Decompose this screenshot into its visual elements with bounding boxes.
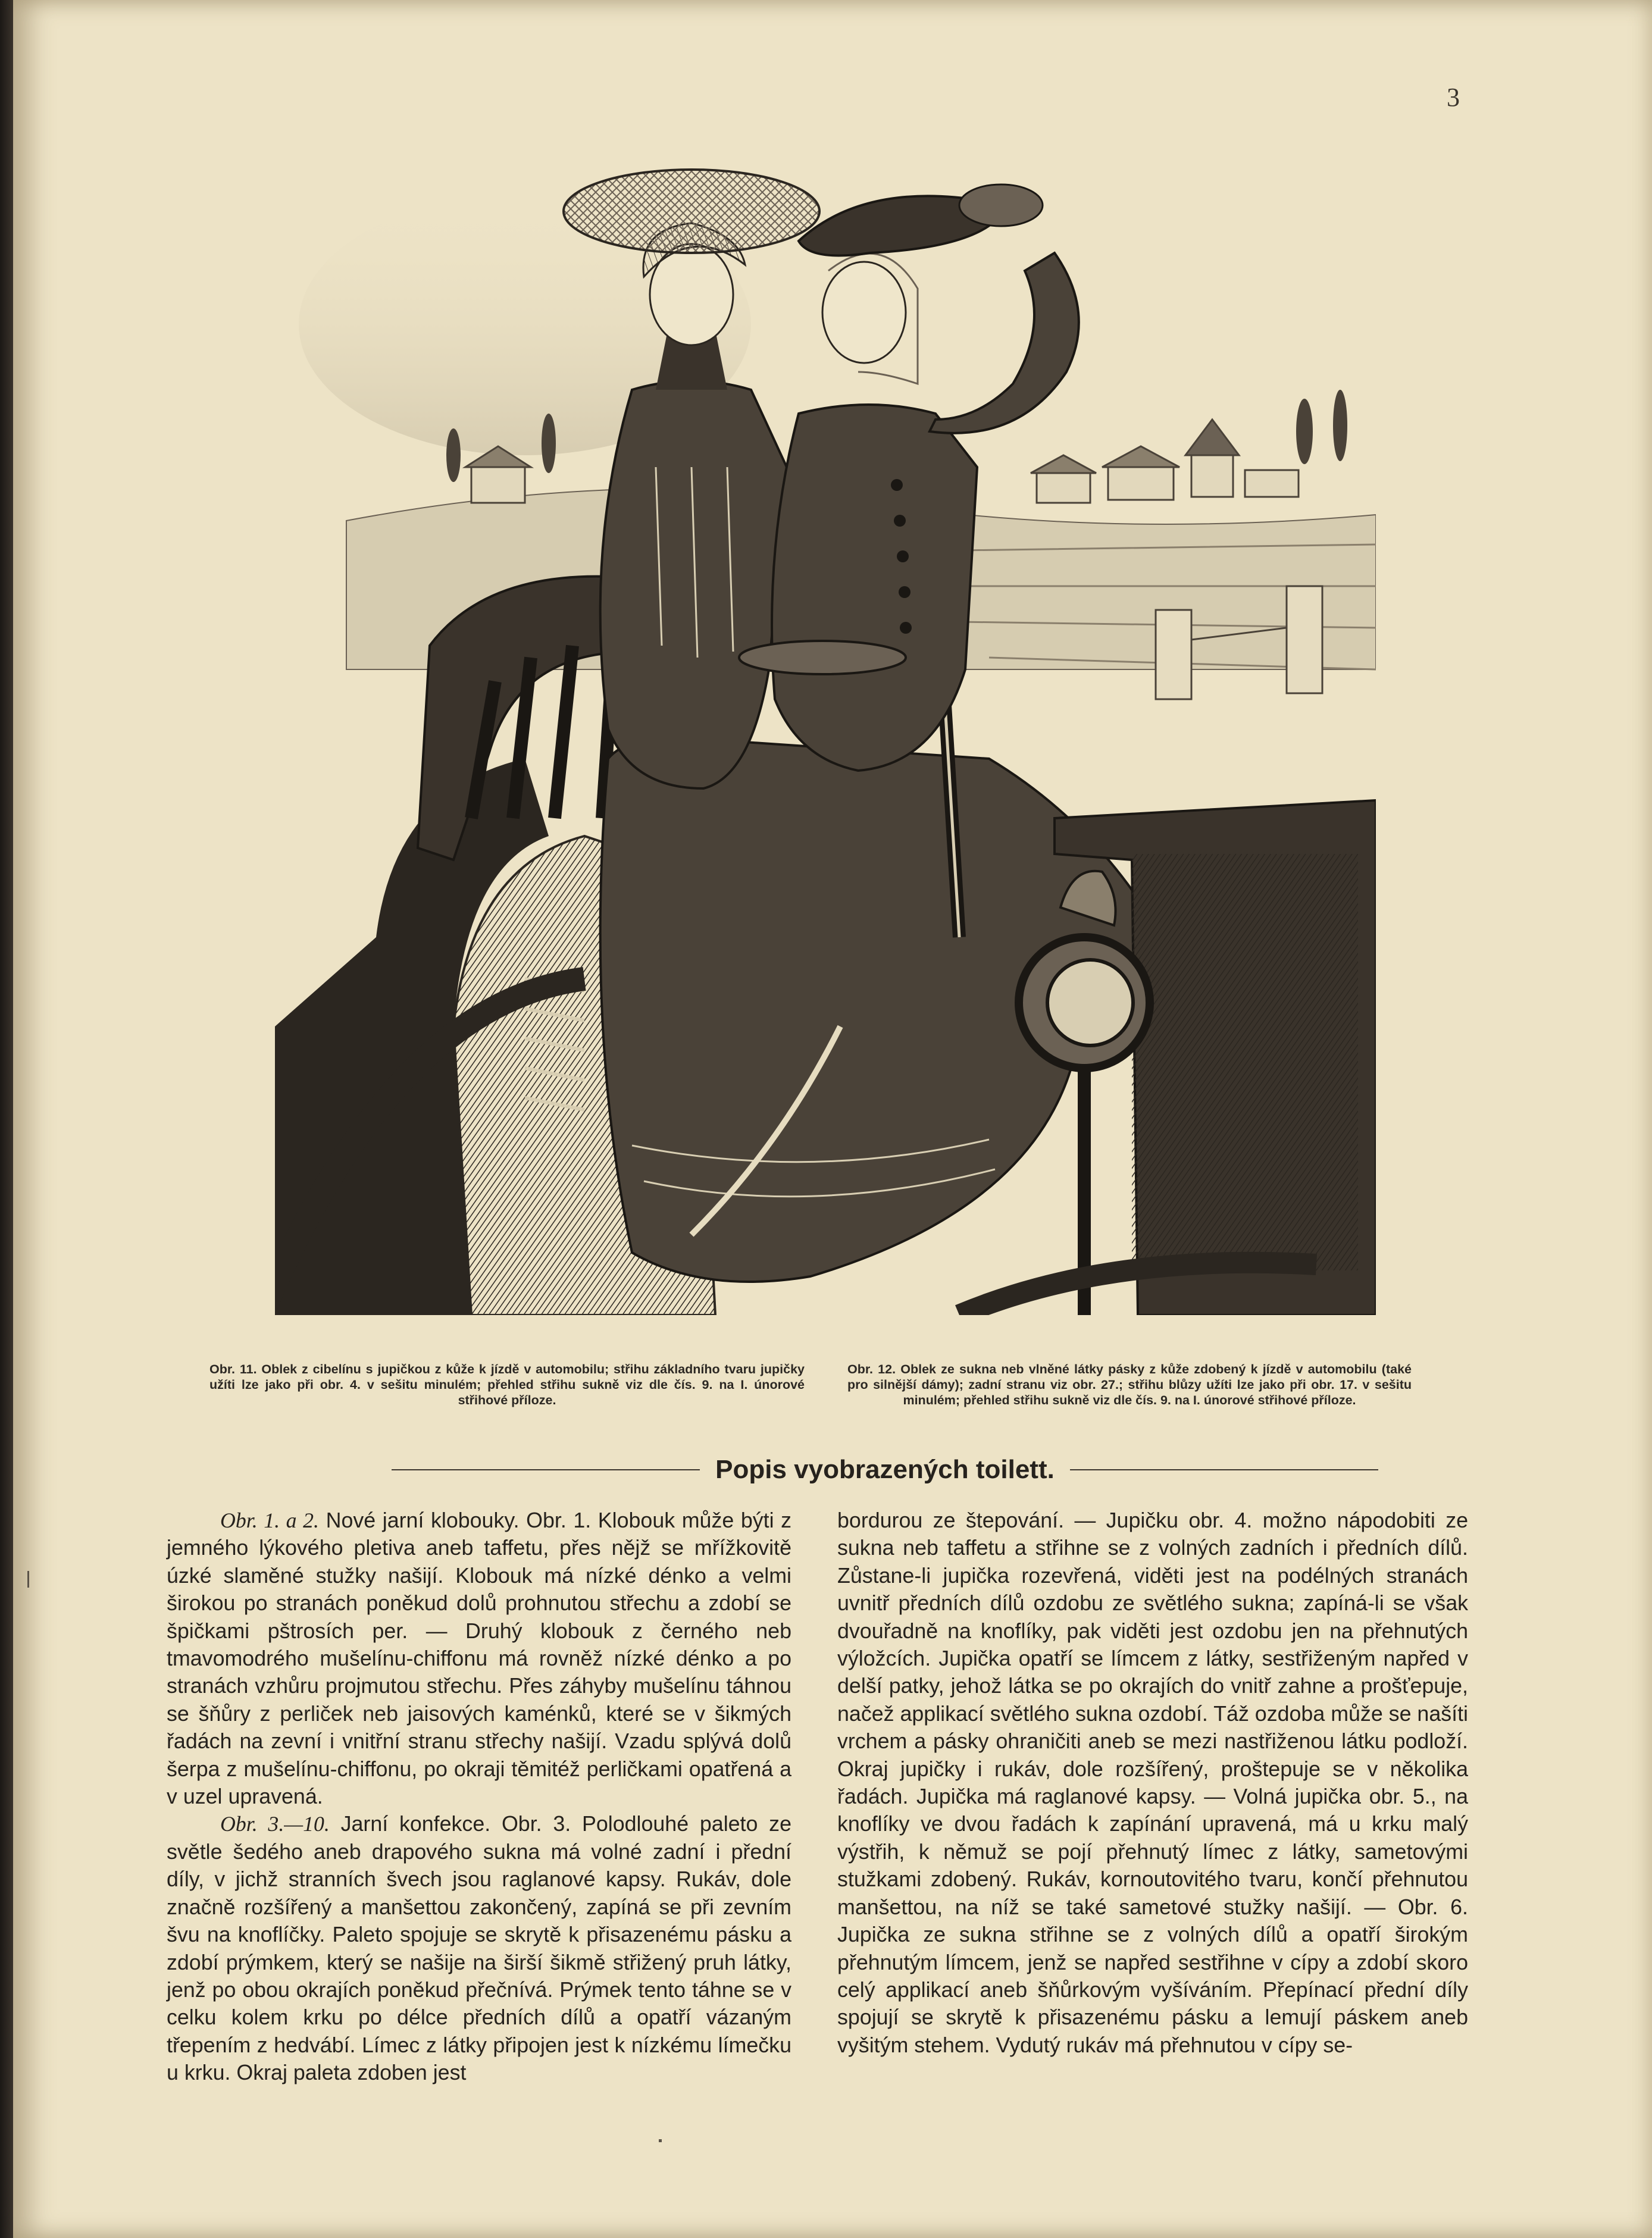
woman-right-face: [822, 262, 906, 363]
print-speck: [659, 2139, 662, 2142]
heading-rule-left: [392, 1469, 700, 1470]
book-spine: [0, 0, 13, 2238]
hat-ornament: [959, 184, 1043, 226]
caption-figure-12: Obr. 12. Oblek ze sukna neb vlněné látky pásky z kůže zdobený k jízdě v automobilu (také pro silnější dámy); zadní stranu viz obr. 27.; střihu blůzy užíti lze jako při obr. 17. v sešitu minulém; přehled střihu sukně viz dle čís. 9. na I. únorové střihové příloze.: [847, 1362, 1412, 1407]
paragraph-hats: [167, 1507, 791, 1810]
paragraph-text: Nové jarní klobouky. Obr. 1. Klobouk může býti z jemného lýkového pletiva aneb taffetu, přes nějž se mřížkovitě úzké slaměné stužky našijí. Klobouk má nízké dénko a velmi širokou po stranách poněkud dolů prohnutou střechu a zdobí se špičkami pštrosích per. — Druhý klobouk z černého neb tmavomodrého mušelínu-chiffonu má rovněž nízké dénko a po stranách vzhůru projmutou střechu. Přes záhyby mušelínu táhnou se šňůry z perliček neb jaisových kaménků, které se v šikmých řadách na zevní i vnitřní stranu střechy našijí. Vzadu splývá dolů šerpa z mušelínu-chiffonu, po okraji těmitéž perličkami opatřená a v uzel upravená.: [167, 1508, 792, 1809]
magazine-page: [13, 0, 1652, 2238]
heading-text: Popis vyobrazených toilett.: [715, 1455, 1055, 1484]
paragraph-continuation: bordurou ze štepování. — Jupičku obr. 4. možno nápodobiti ze sukna neb taffetu a střihne se z volných zadních i předních dílů. Zůstane-li jupička rozevřená, viděti jest na podélných stranách uvnitř předních dílů ozdobu ze světlého sukna; zapíná-li se však dvouřadně na knoflíky, pak viděti jest ozdobu jen na přehnutých výložcích. Jupička opatří se límcem z látky, sestřiženým napřed v delší patky, jehož látka se po okrajích do vnitř zahne a prošťepuje, načež applikací světlého sukna ozdobí. Táž ozdoba může se našíti vrchem a pásky ohraničiti aneb se mezi nastřiženou látku podloží. Okraj jupičky i rukáv, dole rozšířený, proštepuje se v několika řadách. Jupička má raglanové kapsy. — Volná jupička obr. 5., na knoflíky ve dvou řadách k zapínání upravená, má u krku malý výstřih, k němuž se pojí přehnutý límec z látky, sametovými stužkami zdobený. Rukáv, kornoutovitého tvaru, končí přehnutou manšettou, na níž se také sametové stužky našijí. — Obr. 6. Jupička ze sukna střihne se z volných dílů a opatří širokým přehnutým límcem, jenž se napřed sestřihne v cípy a zdobí skoro celý applikací aneb šňůrkovým vyšíváním. Přepínací přední díly spojují se skrytě k přisazenému pásku a lemují páskem aneb vyšitým stehem. Vydutý rukáv má přehnutou v cípy se-: [837, 1508, 1468, 2057]
woman-left-jacket: [600, 381, 787, 788]
steering-tiller: [739, 641, 906, 674]
paragraph-confection: [167, 1810, 791, 2086]
figure-reference: Obr. 3.—10.: [220, 1812, 330, 1836]
caption-figure-11: Obr. 11. Oblek z cibelínu s jupičkou z kůže k jízdě v automobilu; střihu základního tvaru jupičky užíti lze jako při obr. 4. v sešitu minulém; přehled střihu sukně viz dle čís. 9. na I. únorové střihové příloze.: [209, 1362, 805, 1407]
margin-mark: [27, 1571, 29, 1588]
text-column-left: [167, 1507, 791, 2087]
page-number: 3: [1447, 83, 1460, 112]
lamp-lens: [1047, 960, 1133, 1046]
figure-reference: Obr. 1. a 2.: [220, 1508, 320, 1532]
text-column-right: [837, 1507, 1468, 2059]
woman-right-raised-arm: [930, 253, 1079, 433]
woman-left-hat: [564, 170, 819, 253]
section-heading: [376, 1449, 1394, 1491]
heading-rule-right: [1070, 1469, 1378, 1470]
paragraph-text: Jarní konfekce. Obr. 3. Polodlouhé paleto ze světle šedého aneb drapového sukna má volné zadní i přední díly, v jichž stranních švech jsou raglanové kapsy. Rukáv, dole značně rozšířený a manšettou zakončený, zapíná se při zevním švu na knoflíčky. Paleto spojuje se skrytě k přisazenému pásku a zdobí prýmkem, který se našije na širší šikmě střižený pruh látky, jenž po obou okrajích poněkud přečnívá. Prýmek tento táhne se v celku kolem krku po délce předních dílů a opatří vázaným třepením z hedvábí. Límec z látky připojen jest k nízkému límečku u krku. Okraj paleta zdoben jest: [167, 1812, 791, 2085]
dashboard-shading: [1132, 854, 1358, 1270]
fashion-illustration: [275, 134, 1376, 1315]
illustration-svg: [275, 134, 1376, 1315]
